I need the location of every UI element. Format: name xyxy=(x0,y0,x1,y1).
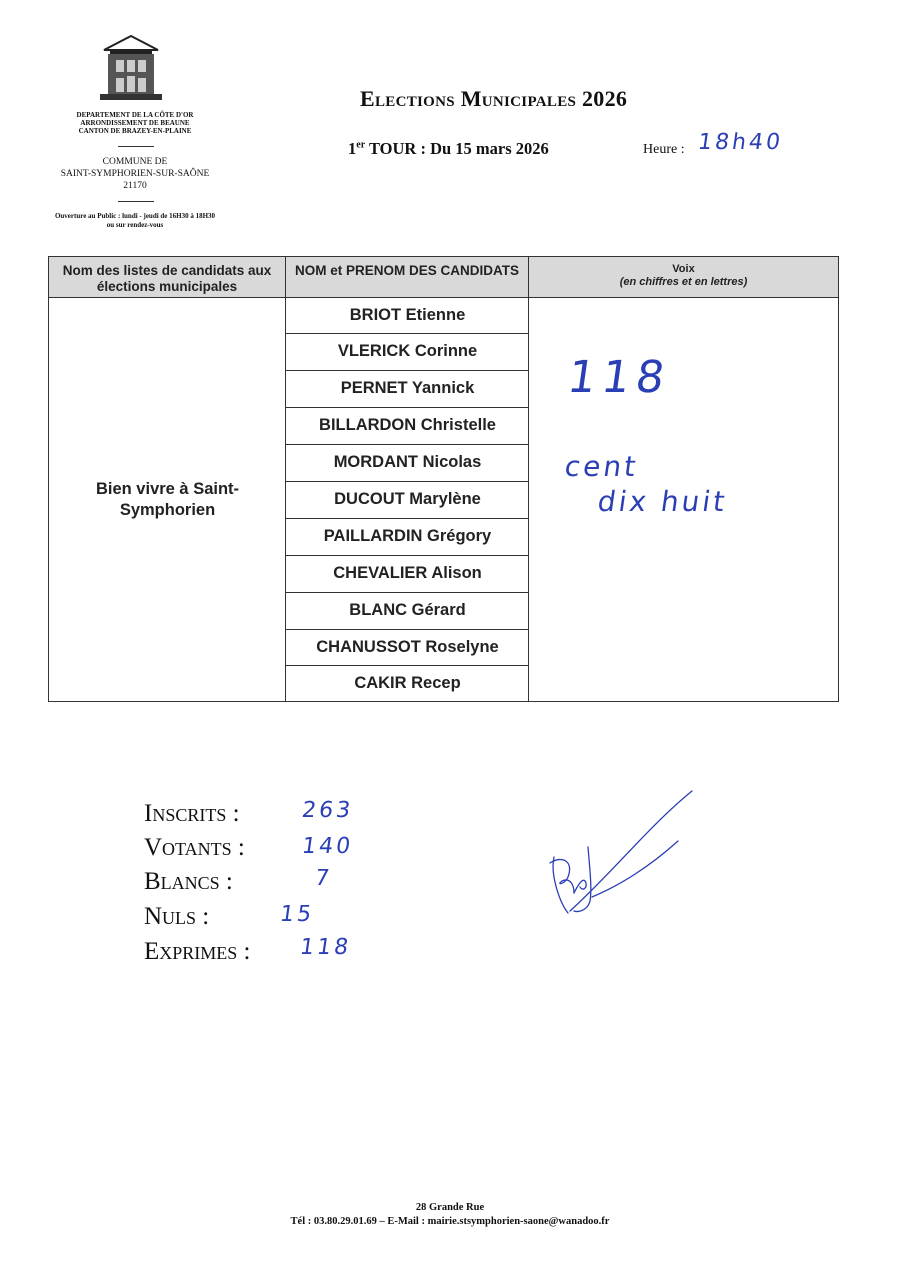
town-hall-logo xyxy=(96,34,166,102)
round-number: 1 xyxy=(348,139,357,158)
candidate-name: BRIOT Etienne xyxy=(286,299,529,334)
footer-contact: Tél : 03.80.29.01.69 – E-Mail : mairie.stsymphorien-saone@wanadoo.fr xyxy=(290,1216,610,1227)
candidate-name: CHANUSSOT Roselyne xyxy=(286,630,529,666)
round-ordinal: er xyxy=(356,139,366,151)
inscrits-label: Inscrits : xyxy=(144,800,240,827)
votes-figure: 118 xyxy=(564,352,674,403)
candidate-name: DUCOUT Marylène xyxy=(286,482,529,519)
list-column-header: Nom des listes de candidats aux élections municipales xyxy=(49,257,286,298)
candidate-name: VLERICK Corinne xyxy=(286,334,529,371)
commune-label: COMMUNE DE xyxy=(102,157,168,167)
candidate-name: BLANC Gérard xyxy=(286,593,529,630)
candidate-name: PERNET Yannick xyxy=(286,371,529,408)
candidate-name: BILLARDON Christelle xyxy=(286,408,529,445)
votes-column-header xyxy=(529,257,838,298)
votes-words-line2: dix huit xyxy=(595,485,730,518)
blancs-label: Blancs : xyxy=(144,868,233,895)
candidate-name: MORDANT Nicolas xyxy=(286,445,529,482)
time-label: Heure : xyxy=(643,142,685,157)
arrondissement-line: ARRONDISSEMENT DE BEAUNE xyxy=(80,119,190,127)
votes-header-subtitle: (en chiffres et en lettres) xyxy=(619,276,748,288)
nuls-value: 15 xyxy=(278,902,316,927)
inscrits-value: 263 xyxy=(300,798,355,823)
divider xyxy=(118,146,154,147)
appointment-note: ou sur rendez-vous xyxy=(106,221,164,229)
canton-line: CANTON DE BRAZEY-EN-PLAINE xyxy=(78,127,192,135)
time-value: 18h40 xyxy=(696,130,785,155)
signature xyxy=(540,785,710,925)
candidate-name: CAKIR Recep xyxy=(354,674,461,692)
exprimes-value: 118 xyxy=(298,935,353,960)
nuls-label: Nuls : xyxy=(144,903,210,930)
opening-hours: Ouverture au Public : lundi - jeudi de 16H30 à 18H30 xyxy=(54,212,216,220)
round-date xyxy=(348,139,549,159)
blancs-value: 7 xyxy=(313,866,334,891)
department-line: DEPARTEMENT DE LA CÔTE D'OR xyxy=(76,111,194,119)
candidates-column-header: NOM et PRENOM DES CANDIDATS xyxy=(286,257,529,298)
results-table xyxy=(48,256,839,702)
page-title: Elections Municipales 2026 xyxy=(360,86,628,111)
votants-value: 140 xyxy=(300,834,355,859)
votes-words-line1: cent xyxy=(562,450,641,483)
votes-header-title: Voix xyxy=(672,263,695,275)
postal-code: 21170 xyxy=(123,181,147,191)
commune-name: SAINT-SYMPHORIEN-SUR-SAÔNE xyxy=(60,169,210,179)
candidate-name: CHEVALIER Alison xyxy=(286,556,529,593)
exprimes-label: Exprimes : xyxy=(144,938,251,965)
list-name: Bien vivre à Saint-Symphorien xyxy=(95,480,240,519)
votants-label: Votants : xyxy=(144,834,245,861)
round-text: TOUR : Du 15 mars 2026 xyxy=(365,139,549,158)
footer-address: 28 Grande Rue xyxy=(415,1202,485,1213)
divider xyxy=(118,201,154,202)
candidate-name: PAILLARDIN Grégory xyxy=(286,519,529,556)
